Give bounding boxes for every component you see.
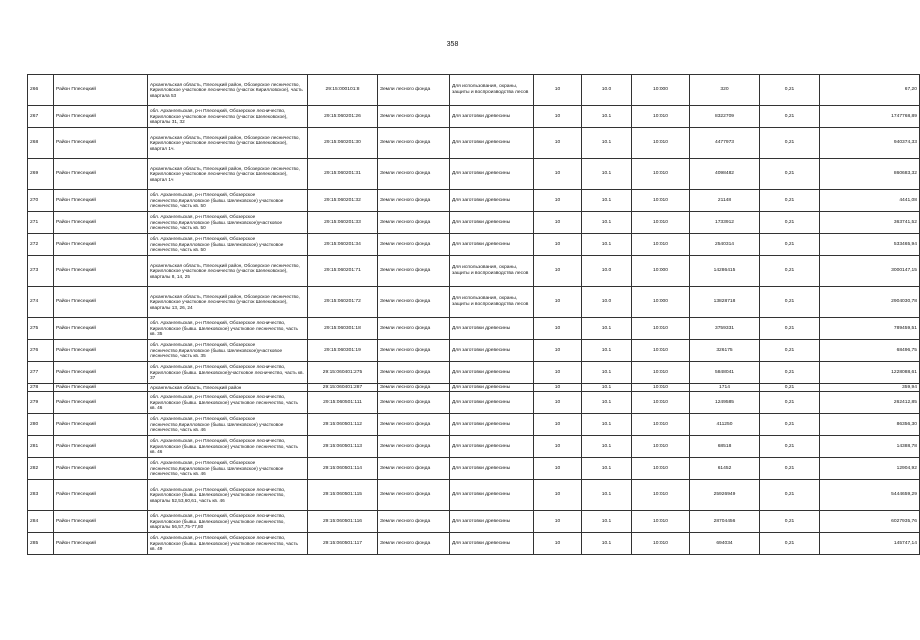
rate-cell: 0,21 [760, 190, 820, 212]
cadastral-value-cell: 3000147,15 [820, 256, 920, 287]
use-code-cell: 10:010 [632, 458, 690, 480]
rate-cell: 0,21 [760, 511, 820, 533]
district-cell: Район Плесецкий [54, 511, 148, 533]
area-cell: 1733912 [690, 212, 760, 234]
group-code-cell: 10 [534, 414, 582, 436]
table-row [28, 256, 920, 287]
table-row [28, 318, 920, 340]
row-number-cell: 280 [28, 414, 54, 436]
address-cell: обл. Архангельская, р-н Плесецкий, Обозерское лесничество,Кирилловское (бывш. Шелековское) участковое лесничество, часть кв. 46 [148, 458, 308, 480]
cadastral-number-cell: 29:15:060501:113 [308, 436, 378, 458]
cadastral-value-cell: 145747,14 [820, 533, 920, 555]
district-cell: Район Плесецкий [54, 256, 148, 287]
subgroup-code-cell: 10.1 [582, 190, 632, 212]
rate-cell: 0,21 [760, 414, 820, 436]
use-code-cell: 10:010 [632, 414, 690, 436]
rate-cell: 0,21 [760, 234, 820, 256]
subgroup-code-cell: 10.1 [582, 159, 632, 190]
rate-cell: 0,21 [760, 256, 820, 287]
cadastral-number-cell: 29:15:000101:8 [308, 75, 378, 106]
district-cell: Район Плесецкий [54, 414, 148, 436]
district-cell: Район Плесецкий [54, 75, 148, 106]
use-code-cell: 10:010 [632, 318, 690, 340]
district-cell: Район Плесецкий [54, 436, 148, 458]
district-cell: Район Плесецкий [54, 287, 148, 318]
district-cell: Район Плесецкий [54, 212, 148, 234]
permitted-use-cell: Для заготовки древесины [450, 436, 534, 458]
cadastral-number-cell: 29:15:060201:34 [308, 234, 378, 256]
permitted-use-cell: Для использования, охраны, защиты и воспроизводства лесов [450, 256, 534, 287]
group-code-cell: 10 [534, 392, 582, 414]
permitted-use-cell: Для заготовки древесины [450, 458, 534, 480]
use-code-cell: 10:010 [632, 128, 690, 159]
permitted-use-cell: Для заготовки древесины [450, 392, 534, 414]
cadastral-number-cell: 29:15:060501:111 [308, 392, 378, 414]
cadastral-value-cell: 5444659,29 [820, 480, 920, 511]
land-category-cell: Земли лесного фонда [378, 458, 450, 480]
permitted-use-cell: Для использования, охраны, защиты и воспроизводства лесов [450, 287, 534, 318]
group-code-cell: 10 [534, 256, 582, 287]
area-cell: 8322709 [690, 106, 760, 128]
subgroup-code-cell: 10.1 [582, 436, 632, 458]
cadastral-number-cell: 29:15:060201:33 [308, 212, 378, 234]
cadastral-value-cell: 533465,94 [820, 234, 920, 256]
row-number-cell: 273 [28, 256, 54, 287]
group-code-cell: 10 [534, 212, 582, 234]
area-cell: 68518 [690, 436, 760, 458]
address-cell: обл. Архангельская, р-н Плесецкий, Обозерское лесничество,Кирилловское (бывш. Шелековское)участковое лесничество, часть кв. 35 [148, 340, 308, 362]
rate-cell: 0,21 [760, 458, 820, 480]
land-category-cell: Земли лесного фонда [378, 384, 450, 392]
subgroup-code-cell: 10.1 [582, 234, 632, 256]
table-row [28, 190, 920, 212]
rate-cell: 0,21 [760, 340, 820, 362]
cadastral-value-cell: 6027935,76 [820, 511, 920, 533]
group-code-cell: 10 [534, 362, 582, 384]
group-code-cell: 10 [534, 75, 582, 106]
use-code-cell: 10:010 [632, 234, 690, 256]
permitted-use-cell: Для использования, охраны, защиты и воспроизводства лесов [450, 75, 534, 106]
subgroup-code-cell: 10.0 [582, 287, 632, 318]
table-row [28, 234, 920, 256]
subgroup-code-cell: 10.1 [582, 106, 632, 128]
rate-cell: 0,21 [760, 212, 820, 234]
permitted-use-cell: Для заготовки древесины [450, 533, 534, 555]
cadastral-number-cell: 29:15:060301:18 [308, 318, 378, 340]
use-code-cell: 10:010 [632, 159, 690, 190]
rate-cell: 0,21 [760, 533, 820, 555]
subgroup-code-cell: 10.0 [582, 256, 632, 287]
table-row [28, 287, 920, 318]
row-number-cell: 279 [28, 392, 54, 414]
rate-cell: 0,21 [760, 384, 820, 392]
table-row [28, 212, 920, 234]
rate-cell: 0,21 [760, 480, 820, 511]
row-number-cell: 272 [28, 234, 54, 256]
table-row [28, 458, 920, 480]
address-cell: Архангельская область, Плесецкий район, Обозерское лесничество, Кирилловское участковое лесничество (участок Шелековское), квартал 1ч [148, 159, 308, 190]
district-cell: Район Плесецкий [54, 480, 148, 511]
cadastral-number-cell: 29:15:060401:275 [308, 362, 378, 384]
land-category-cell: Земли лесного фонда [378, 340, 450, 362]
area-cell: 5848041 [690, 362, 760, 384]
cadastral-number-cell: 29:15:060201:32 [308, 190, 378, 212]
area-cell: 13828718 [690, 287, 760, 318]
cadastral-value-cell: 940374,33 [820, 128, 920, 159]
address-cell: Архангельская область, Плесецкий район, Обозерское лесничество, Кирилловское участковое лесничество (участок Шелековское), кварталы 13, 26, 24 [148, 287, 308, 318]
row-number-cell: 277 [28, 362, 54, 384]
permitted-use-cell: Для заготовки древесины [450, 362, 534, 384]
land-category-cell: Земли лесного фонда [378, 318, 450, 340]
address-cell: обл. Архангельская, р-н Плесецкий, Обозерское лесничество, Кирилловское (бывш. Шелековское)участковое лесничество, часть кв. 37 [148, 362, 308, 384]
group-code-cell: 10 [534, 533, 582, 555]
address-cell: обл. Архангельская, р-н Плесецкий, Обозерское лесничество, Кирилловское (бывш. Шелековское) участковое лесничество, кварталы 52,53,60,61, часть кв. 46 [148, 480, 308, 511]
area-cell: 1714 [690, 384, 760, 392]
use-code-cell: 10:010 [632, 392, 690, 414]
rate-cell: 0,21 [760, 128, 820, 159]
cadastral-value-cell: 12904,92 [820, 458, 920, 480]
land-category-cell: Земли лесного фонда [378, 511, 450, 533]
address-cell: обл. Архангельская, р-н Плесецкий, Обозерское лесничество, Кирилловское (бывш. Шелековское) участковое лесничество, часть кв. 46 [148, 392, 308, 414]
table-row [28, 362, 920, 384]
land-category-cell: Земли лесного фонда [378, 392, 450, 414]
district-cell: Район Плесецкий [54, 106, 148, 128]
rate-cell: 0,21 [760, 436, 820, 458]
row-number-cell: 270 [28, 190, 54, 212]
subgroup-code-cell: 10.1 [582, 533, 632, 555]
permitted-use-cell: Для заготовки древесины [450, 511, 534, 533]
area-cell: 4098482 [690, 159, 760, 190]
rate-cell: 0,21 [760, 159, 820, 190]
cadastral-number-cell: 29:15:060501:117 [308, 533, 378, 555]
subgroup-code-cell: 10.1 [582, 362, 632, 384]
row-number-cell: 268 [28, 128, 54, 159]
area-cell: 3759331 [690, 318, 760, 340]
row-number-cell: 283 [28, 480, 54, 511]
use-code-cell: 10:010 [632, 106, 690, 128]
cadastral-value-table [27, 74, 920, 555]
cadastral-value-cell: 86356,30 [820, 414, 920, 436]
area-cell: 21148 [690, 190, 760, 212]
permitted-use-cell: Для заготовки древесины [450, 318, 534, 340]
group-code-cell: 10 [534, 106, 582, 128]
district-cell: Район Плесецкий [54, 128, 148, 159]
row-number-cell: 275 [28, 318, 54, 340]
cadastral-value-cell: 789459,51 [820, 318, 920, 340]
table-row [28, 511, 920, 533]
address-cell: обл. Архангельская, р-н Плесецкий, Обозерское лесничество, Кирилловское (бывш. Шелековское) участковое лесничество, часть кв. 49 [148, 533, 308, 555]
subgroup-code-cell: 10.1 [582, 392, 632, 414]
area-cell: 694034 [690, 533, 760, 555]
group-code-cell: 10 [534, 234, 582, 256]
cadastral-value-cell: 4441,08 [820, 190, 920, 212]
district-cell: Район Плесецкий [54, 392, 148, 414]
land-category-cell: Земли лесного фонда [378, 362, 450, 384]
table-row [28, 128, 920, 159]
area-cell: 61452 [690, 458, 760, 480]
cadastral-number-cell: 29:15:060501:112 [308, 414, 378, 436]
area-cell: 4477973 [690, 128, 760, 159]
row-number-cell: 271 [28, 212, 54, 234]
group-code-cell: 10 [534, 340, 582, 362]
area-cell: 25926949 [690, 480, 760, 511]
land-category-cell: Земли лесного фонда [378, 190, 450, 212]
permitted-use-cell: Для заготовки древесины [450, 212, 534, 234]
table-row [28, 106, 920, 128]
address-cell: обл. Архангельская, р-н Плесецкий, Обозерское лесничество,Кирилловское (бывш. Шелековское)участковое лесничество, часть кв. 50 [148, 212, 308, 234]
group-code-cell: 10 [534, 159, 582, 190]
district-cell: Район Плесецкий [54, 190, 148, 212]
subgroup-code-cell: 10.1 [582, 458, 632, 480]
cadastral-value-cell: 2904030,78 [820, 287, 920, 318]
area-cell: 326175 [690, 340, 760, 362]
area-cell: 14286415 [690, 256, 760, 287]
group-code-cell: 10 [534, 458, 582, 480]
row-number-cell: 284 [28, 511, 54, 533]
table-row [28, 392, 920, 414]
use-code-cell: 10:010 [632, 480, 690, 511]
cadastral-value-cell: 1747768,89 [820, 106, 920, 128]
address-cell: обл. Архангельская, р-н Плесецкий, Обозерское лесничество,Кирилловское (бывш. Шелековское) участковое лесничество, часть кв. 50 [148, 190, 308, 212]
area-cell: 411250 [690, 414, 760, 436]
group-code-cell: 10 [534, 128, 582, 159]
cadastral-number-cell: 29:15:060201:31 [308, 159, 378, 190]
district-cell: Район Плесецкий [54, 362, 148, 384]
subgroup-code-cell: 10.1 [582, 511, 632, 533]
cadastral-value-cell: 14388,78 [820, 436, 920, 458]
cadastral-number-cell: 29:15:060201:26 [308, 106, 378, 128]
land-category-cell: Земли лесного фонда [378, 533, 450, 555]
address-cell: Архангельская область, Плесецкий район, Обозерское лесничество, Кирилловское участковое лесничество (участок Шелековское), кварталы 8, 14, 25 [148, 256, 308, 287]
subgroup-code-cell: 10.1 [582, 212, 632, 234]
permitted-use-cell: Для заготовки древесины [450, 234, 534, 256]
land-category-cell: Земли лесного фонда [378, 128, 450, 159]
land-category-cell: Земли лесного фонда [378, 106, 450, 128]
district-cell: Район Плесецкий [54, 533, 148, 555]
address-cell: обл. Архангельская, р-н Плесецкий, Обозерское лесничество, Кирилловское (бывш. Шелековское) участковое лесничество, часть кв. 46 [148, 436, 308, 458]
rate-cell: 0,21 [760, 106, 820, 128]
cadastral-number-cell: 29:15:060201:71 [308, 256, 378, 287]
cadastral-value-cell: 363741,52 [820, 212, 920, 234]
permitted-use-cell: Для заготовки древесины [450, 128, 534, 159]
rate-cell: 0,21 [760, 287, 820, 318]
use-code-cell: 10:000 [632, 75, 690, 106]
cadastral-value-cell: 359,94 [820, 384, 920, 392]
use-code-cell: 10:010 [632, 362, 690, 384]
district-cell: Район Плесецкий [54, 159, 148, 190]
page-number: 358 [446, 41, 459, 48]
rate-cell: 0,21 [760, 75, 820, 106]
table-row [28, 75, 920, 106]
area-cell: 28704456 [690, 511, 760, 533]
cadastral-number-cell: 29:15:060301:19 [308, 340, 378, 362]
subgroup-code-cell: 10.1 [582, 128, 632, 159]
use-code-cell: 10:010 [632, 511, 690, 533]
row-number-cell: 282 [28, 458, 54, 480]
subgroup-code-cell: 10.0 [582, 75, 632, 106]
permitted-use-cell: Для заготовки древесины [450, 106, 534, 128]
cadastral-value-cell: 1228088,61 [820, 362, 920, 384]
subgroup-code-cell: 10.1 [582, 340, 632, 362]
rate-cell: 0,21 [760, 362, 820, 384]
table-row [28, 533, 920, 555]
permitted-use-cell: Для заготовки древесины [450, 159, 534, 190]
land-category-cell: Земли лесного фонда [378, 256, 450, 287]
group-code-cell: 10 [534, 287, 582, 318]
row-number-cell: 281 [28, 436, 54, 458]
use-code-cell: 10:000 [632, 256, 690, 287]
cadastral-value-cell: 67,20 [820, 75, 920, 106]
subgroup-code-cell: 10.1 [582, 384, 632, 392]
land-category-cell: Земли лесного фонда [378, 75, 450, 106]
use-code-cell: 10:010 [632, 340, 690, 362]
row-number-cell: 285 [28, 533, 54, 555]
land-category-cell: Земли лесного фонда [378, 234, 450, 256]
use-code-cell: 10:010 [632, 212, 690, 234]
row-number-cell: 278 [28, 384, 54, 392]
address-cell: обл. Архангельская, р-н Плесецкий, Обозерское лесничество,Кирилловское (бывш. Шелековское) участковое лесничество, часть кв. 50 [148, 234, 308, 256]
cadastral-number-cell: 29:15:060201:72 [308, 287, 378, 318]
row-number-cell: 266 [28, 75, 54, 106]
subgroup-code-cell: 10.1 [582, 318, 632, 340]
use-code-cell: 10:000 [632, 287, 690, 318]
use-code-cell: 10:010 [632, 436, 690, 458]
group-code-cell: 10 [534, 436, 582, 458]
land-category-cell: Земли лесного фонда [378, 287, 450, 318]
address-cell: обл. Архангельская, р-н Плесецкий, Обозерское лесничество, Кирилловское участковое лесничество (участок Шелековское), кварталы 31, 32 [148, 106, 308, 128]
permitted-use-cell: Для заготовки древесины [450, 414, 534, 436]
group-code-cell: 10 [534, 384, 582, 392]
permitted-use-cell: Для заготовки древесины [450, 480, 534, 511]
district-cell: Район Плесецкий [54, 340, 148, 362]
table-row [28, 159, 920, 190]
cadastral-value-cell: 262412,85 [820, 392, 920, 414]
area-cell: 320 [690, 75, 760, 106]
permitted-use-cell: Для заготовки древесины [450, 384, 534, 392]
row-number-cell: 274 [28, 287, 54, 318]
district-cell: Район Плесецкий [54, 234, 148, 256]
cadastral-number-cell: 29:15:060501:116 [308, 511, 378, 533]
use-code-cell: 10:010 [632, 384, 690, 392]
permitted-use-cell: Для заготовки древесины [450, 340, 534, 362]
address-cell: Архангельская область, Плесецкий район, Обозерское лесничество, Кирилловское участковое лесничество (участок Кирилловское), часть квартала 53 [148, 75, 308, 106]
row-number-cell: 269 [28, 159, 54, 190]
address-cell: Архангельская область, Плесецкий район, Обозерское лесничество, Кирилловское участковое лесничество (участок Шелековское), квартал 1ч. [148, 128, 308, 159]
use-code-cell: 10:010 [632, 533, 690, 555]
cadastral-number-cell: 29:15:060401:287 [308, 384, 378, 392]
subgroup-code-cell: 10.1 [582, 480, 632, 511]
use-code-cell: 10:010 [632, 190, 690, 212]
address-cell: Архангельская область, Плесецкий район [148, 384, 308, 392]
rate-cell: 0,21 [760, 318, 820, 340]
district-cell: Район Плесецкий [54, 318, 148, 340]
area-cell: 2540314 [690, 234, 760, 256]
land-category-cell: Земли лесного фонда [378, 480, 450, 511]
address-cell: обл. Архангельская, р-н Плесецкий, Обозерское лесничество, Кирилловское (бывш. Шелековское) участковое лесничество, часть кв. 35 [148, 318, 308, 340]
table-row [28, 414, 920, 436]
cadastral-number-cell: 29:15:060201:30 [308, 128, 378, 159]
table-row [28, 384, 920, 392]
address-cell: обл. Архангельская, р-н Плесецкий, Обозерское лесничество, Кирилловское (бывш. Шелековское) участковое лесничество, кварталы 56,57,75-77,80 [148, 511, 308, 533]
cadastral-number-cell: 29:15:060501:115 [308, 480, 378, 511]
address-cell: обл. Архангельская, р-н Плесецкий, Обозерское лесничество,Кирилловское (бывш. Шелековское) участковое лесничество, часть кв. 46 [148, 414, 308, 436]
rate-cell: 0,21 [760, 392, 820, 414]
cadastral-value-cell: 860683,32 [820, 159, 920, 190]
district-cell: Район Плесецкий [54, 458, 148, 480]
subgroup-code-cell: 10.1 [582, 414, 632, 436]
land-category-cell: Земли лесного фонда [378, 159, 450, 190]
area-cell: 1249585 [690, 392, 760, 414]
permitted-use-cell: Для заготовки древесины [450, 190, 534, 212]
group-code-cell: 10 [534, 511, 582, 533]
table-row [28, 436, 920, 458]
land-category-cell: Земли лесного фонда [378, 212, 450, 234]
row-number-cell: 276 [28, 340, 54, 362]
district-cell: Район Плесецкий [54, 384, 148, 392]
land-category-cell: Земли лесного фонда [378, 414, 450, 436]
cadastral-value-cell: 68496,75 [820, 340, 920, 362]
table-row [28, 480, 920, 511]
table-row [28, 340, 920, 362]
cadastral-number-cell: 29:15:060501:114 [308, 458, 378, 480]
group-code-cell: 10 [534, 318, 582, 340]
land-category-cell: Земли лесного фонда [378, 436, 450, 458]
row-number-cell: 267 [28, 106, 54, 128]
group-code-cell: 10 [534, 190, 582, 212]
group-code-cell: 10 [534, 480, 582, 511]
